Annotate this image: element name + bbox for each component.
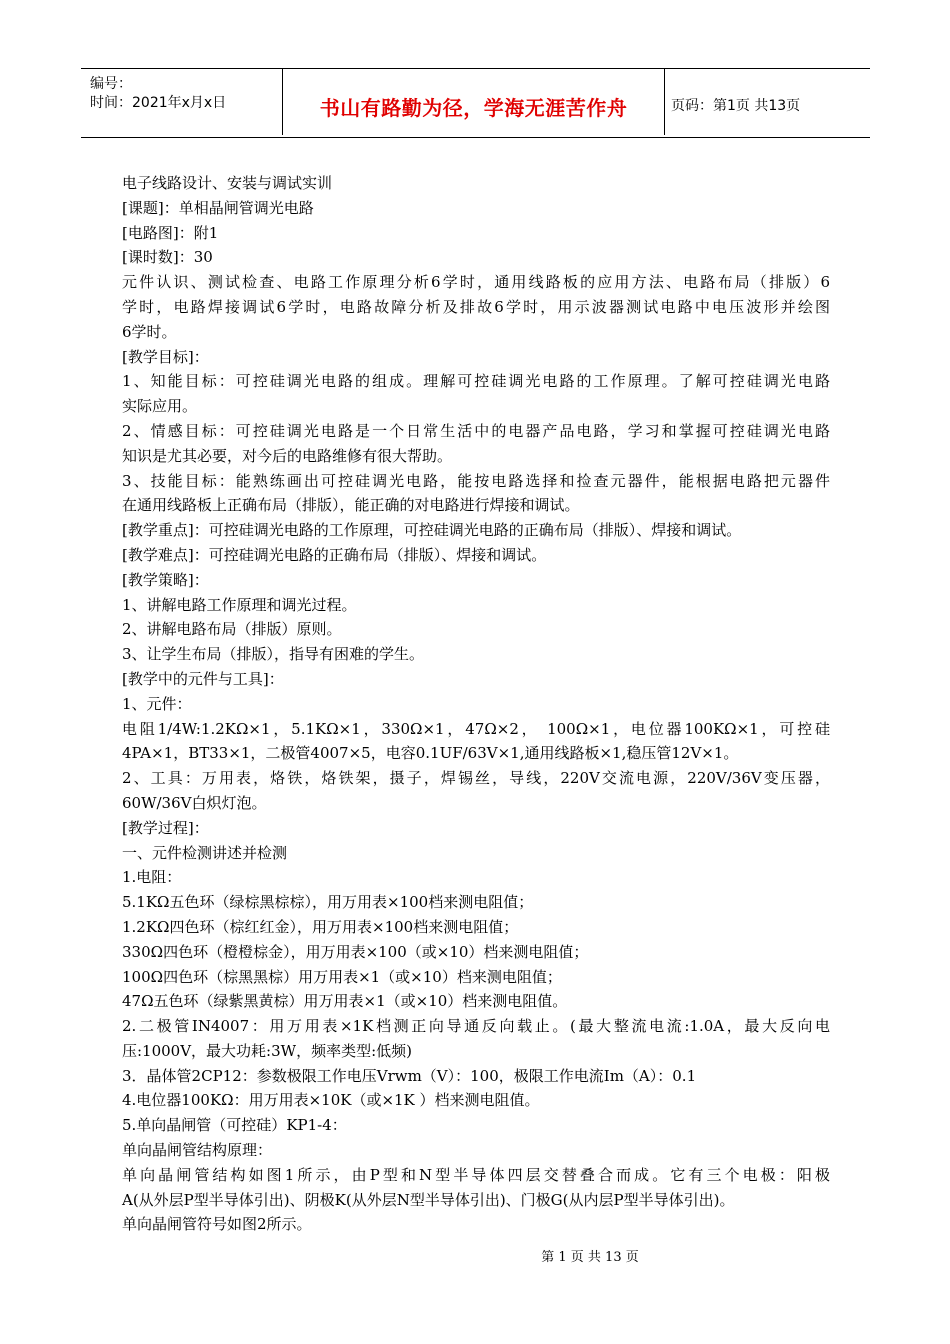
header-right-cell — [665, 69, 870, 137]
header-left-cell — [81, 69, 282, 137]
body-line: 学时，电路焊接调试6学时，电路故障分析及排故6学时，用示波器测试电路中电压波形并绘图 — [122, 297, 830, 316]
body-line: [教学策略]： — [122, 570, 209, 589]
body-line: [课题]：单相晶闸管调光电路 — [122, 198, 314, 217]
body-line: [教学目标]： — [122, 347, 209, 366]
body-line: [课时数]：30 — [122, 248, 213, 267]
body-line: 1、知能目标：可控硅调光电路的组成。理解可控硅调光电路的工作原理。了解可控硅调光电路 — [122, 372, 830, 391]
body-line: 100Ω四色环（棕黑黑棕）用万用表×1（或×10）档来测电阻值； — [122, 967, 562, 986]
header-motto: 书山有路勤为径，学海无涯苦作舟 — [319, 95, 628, 120]
body-line: [教学过程]： — [122, 818, 209, 837]
body-line: 单向晶闸管结构原理： — [122, 1141, 273, 1160]
document-body — [122, 171, 830, 1237]
body-line: 3、让学生布局（排版），指导有困难的学生。 — [122, 645, 425, 664]
body-line: 1.电阻： — [122, 868, 182, 887]
body-line: [电路图]：附1 — [122, 223, 219, 242]
body-line: 5.1KΩ五色环（绿棕黑棕棕），用万用表×100档来测电阻值； — [122, 893, 534, 912]
page-footer — [0, 1246, 950, 1265]
body-line: 1.2KΩ四色环（棕红红金），用万用表×100档来测电阻值； — [122, 917, 519, 936]
body-line: 知识是尤其必要，对今后的电路维修有很大帮助。 — [122, 446, 453, 465]
body-line: 单向晶闸管符号如图2所示。 — [122, 1215, 312, 1234]
body-line: 2、讲解电路布局（排版）原则。 — [122, 620, 342, 639]
body-line: 330Ω四色环（橙橙棕金），用万用表×100（或×10）档来测电阻值； — [122, 942, 589, 961]
body-line: 单向晶闸管结构如图1所示，由P型和N型半导体四层交替叠合而成。它有三个电极：阳极 — [122, 1165, 830, 1184]
body-line: 1、讲解电路工作原理和调光过程。 — [122, 595, 357, 614]
body-line: 2、情感目标：可控硅调光电路是一个日常生活中的电器产品电路，学习和掌握可控硅调光电路 — [122, 421, 830, 440]
body-line: 元件认识、测试检查、电路工作原理分析6学时，通用线路板的应用方法、电路布局（排版）6 — [122, 273, 830, 292]
body-line: 电子线路设计、安装与调试实训 — [122, 174, 333, 192]
body-line: 5.单向晶闸管（可控硅）KP1-4： — [122, 1116, 347, 1135]
body-line: 在通用线路板上正确布局（排版），能正确的对电路进行焊接和调试。 — [122, 496, 580, 515]
body-line: 2.二极管IN4007：用万用表×1K档测正向导通反向载止。(最大整流电流:1.0A，最大反向电 — [122, 1017, 830, 1036]
body-line: 4.电位器100KΩ：用万用表×10K（或×1K ）档来测电阻值。 — [122, 1091, 540, 1110]
body-line: 压:1000V，最大功耗:3W，频率类型:低频) — [122, 1041, 412, 1060]
body-line: 47Ω五色环（绿紫黑黄棕）用万用表×1（或×10）档来测电阻值。 — [122, 992, 568, 1011]
header-page-label: 页码：第1页 共13页 — [671, 98, 801, 114]
body-line: 电阻1/4W:1.2KΩ×1，5.1KΩ×1，330Ω×1，47Ω×2， 100Ω×1，电位器100KΩ×1，可控硅 — [122, 719, 830, 738]
header-time-label: 时间：2021年x月x日 — [90, 95, 227, 111]
body-line: 2、工具：万用表，烙铁，烙铁架，摄子，焊锡丝，导线，220V交流电源，220V/36V变压器， — [122, 769, 830, 788]
body-line: A(从外层P型半导体引出)、阴极K(从外层N型半导体引出)、门极G(从内层P型半导体引出)。 — [122, 1190, 735, 1209]
header-number-label: 编号： — [90, 76, 132, 92]
body-line: 3．晶体管2CP12：参数极限工作电压Vrwm（V）：100，极限工作电流Im（A）：0.1 — [122, 1066, 697, 1085]
body-line: [教学重点]：可控硅调光电路的工作原理，可控硅调光电路的正确布局（排版）、焊接和调试。 — [122, 521, 742, 540]
footer-page-number: 第 1 页 共 13 页 — [541, 1250, 639, 1265]
body-line: 3、技能目标：能熟练画出可控硅调光电路，能按电路选择和捡查元器件，能根据电路把元器件 — [122, 471, 830, 490]
body-line: 一、元件检测讲述并检测 — [122, 843, 288, 862]
page-header — [81, 68, 870, 138]
body-line: [教学难点]：可控硅调光电路的正确布局（排版）、焊接和调试。 — [122, 545, 547, 564]
body-line: 60W/36V白炽灯泡。 — [122, 793, 267, 812]
header-motto-cell — [282, 69, 665, 135]
body-line: [教学中的元件与工具]： — [122, 669, 284, 688]
body-line: 4PA×1，BT33×1，二极管4007×5，电容0.1UF/63V×1,通用线路板×1,稳压管12V×1。 — [122, 744, 739, 763]
body-line: 实际应用。 — [122, 397, 198, 416]
body-line: 6学时。 — [122, 322, 177, 341]
body-line: 1、元件： — [122, 694, 192, 713]
